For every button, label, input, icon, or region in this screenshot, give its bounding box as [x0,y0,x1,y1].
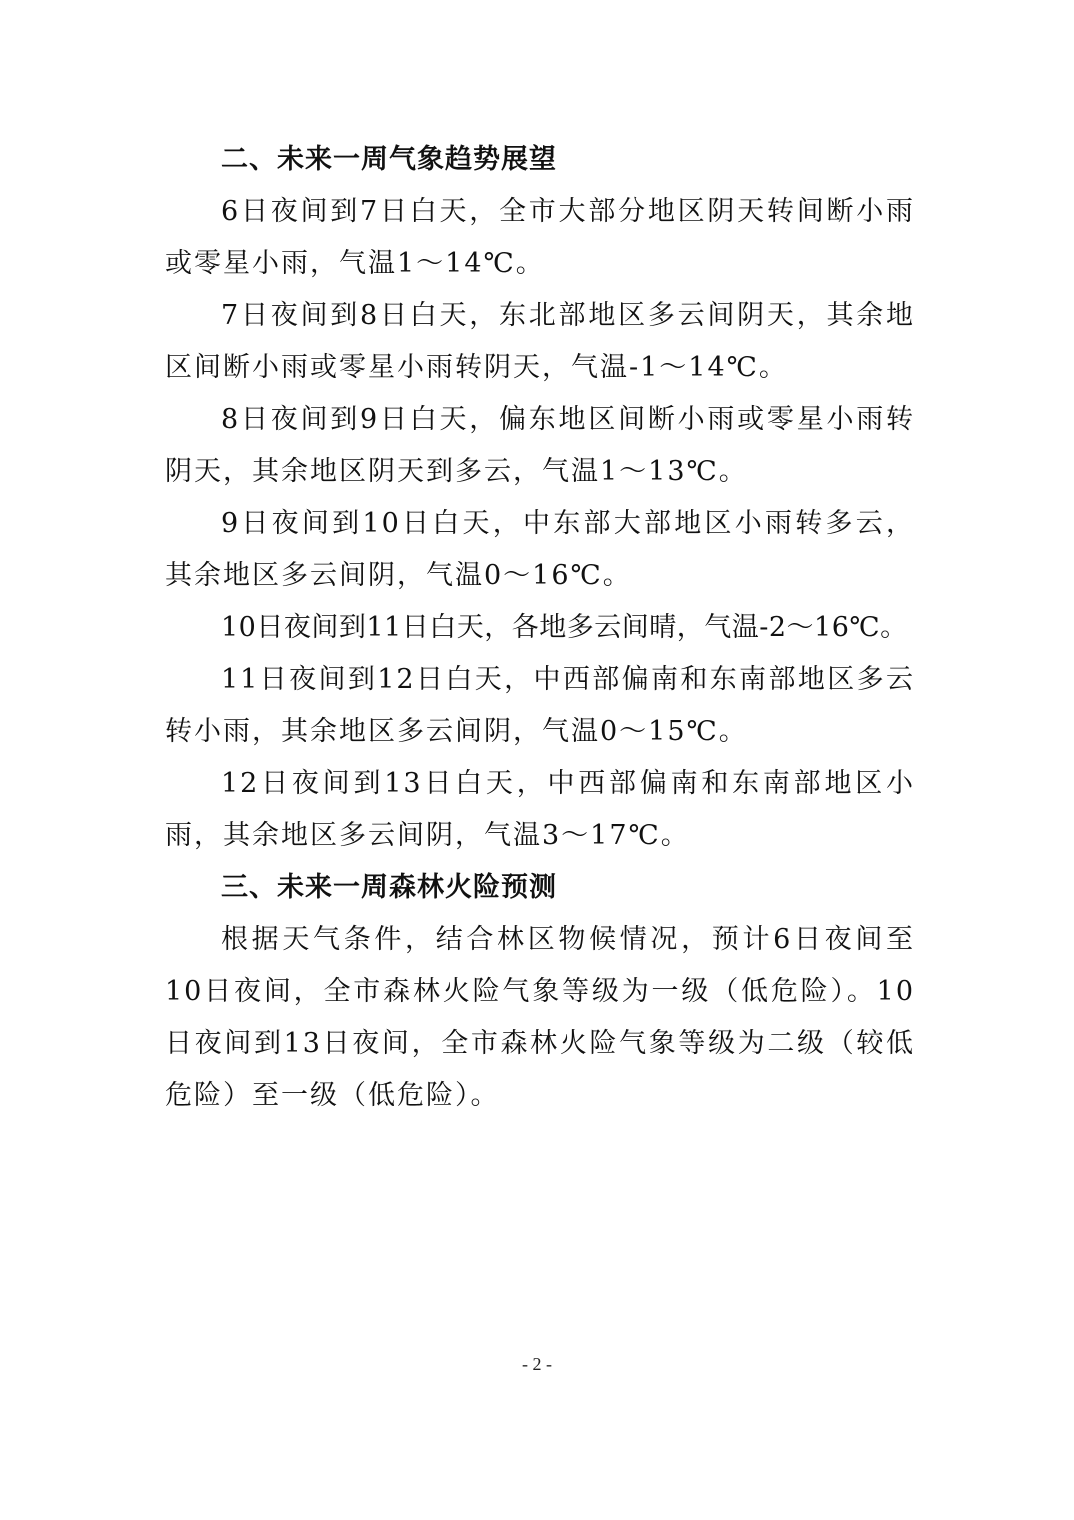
document-body [165,134,915,1122]
paragraph-forecast-day-9-10: 9日夜间到10日白天，中东部大部地区小雨转多云，其余地区多云间阴，气温0～16℃。 [165,508,915,591]
paragraph-forecast-day-12-13: 12日夜间到13日白天，中西部偏南和东南部地区小雨，其余地区多云间阴，气温3～17℃。 [165,768,915,851]
section-heading-forest-fire-forecast: 三、未来一周森林火险预测 [221,872,557,903]
paragraph-fire-risk-forecast: 根据天气条件，结合林区物候情况，预计6日夜间至10日夜间，全市森林火险气象等级为一级（低危险）。10日夜间到13日夜间，全市森林火险气象等级为二级（较低危险）至一级（低危险）。 [165,924,915,1111]
section-heading-weather-outlook: 二、未来一周气象趋势展望 [221,144,557,175]
page-number: - 2 - [522,1354,552,1374]
paragraph-forecast-day-8-9: 8日夜间到9日白天，偏东地区间断小雨或零星小雨转阴天，其余地区阴天到多云，气温1～13℃。 [165,404,915,487]
paragraph-forecast-day-11-12: 11日夜间到12日白天，中西部偏南和东南部地区多云转小雨，其余地区多云间阴，气温0～15℃。 [165,664,915,747]
paragraph-forecast-day-10-11: 10日夜间到11日白天，各地多云间晴，气温-2～16℃。 [221,612,908,643]
paragraph-forecast-day-6-7: 6日夜间到7日白天，全市大部分地区阴天转间断小雨或零星小雨，气温1～14℃。 [165,196,915,279]
paragraph-forecast-day-7-8: 7日夜间到8日白天，东北部地区多云间阴天，其余地区间断小雨或零星小雨转阴天，气温-1～14℃。 [165,300,915,383]
